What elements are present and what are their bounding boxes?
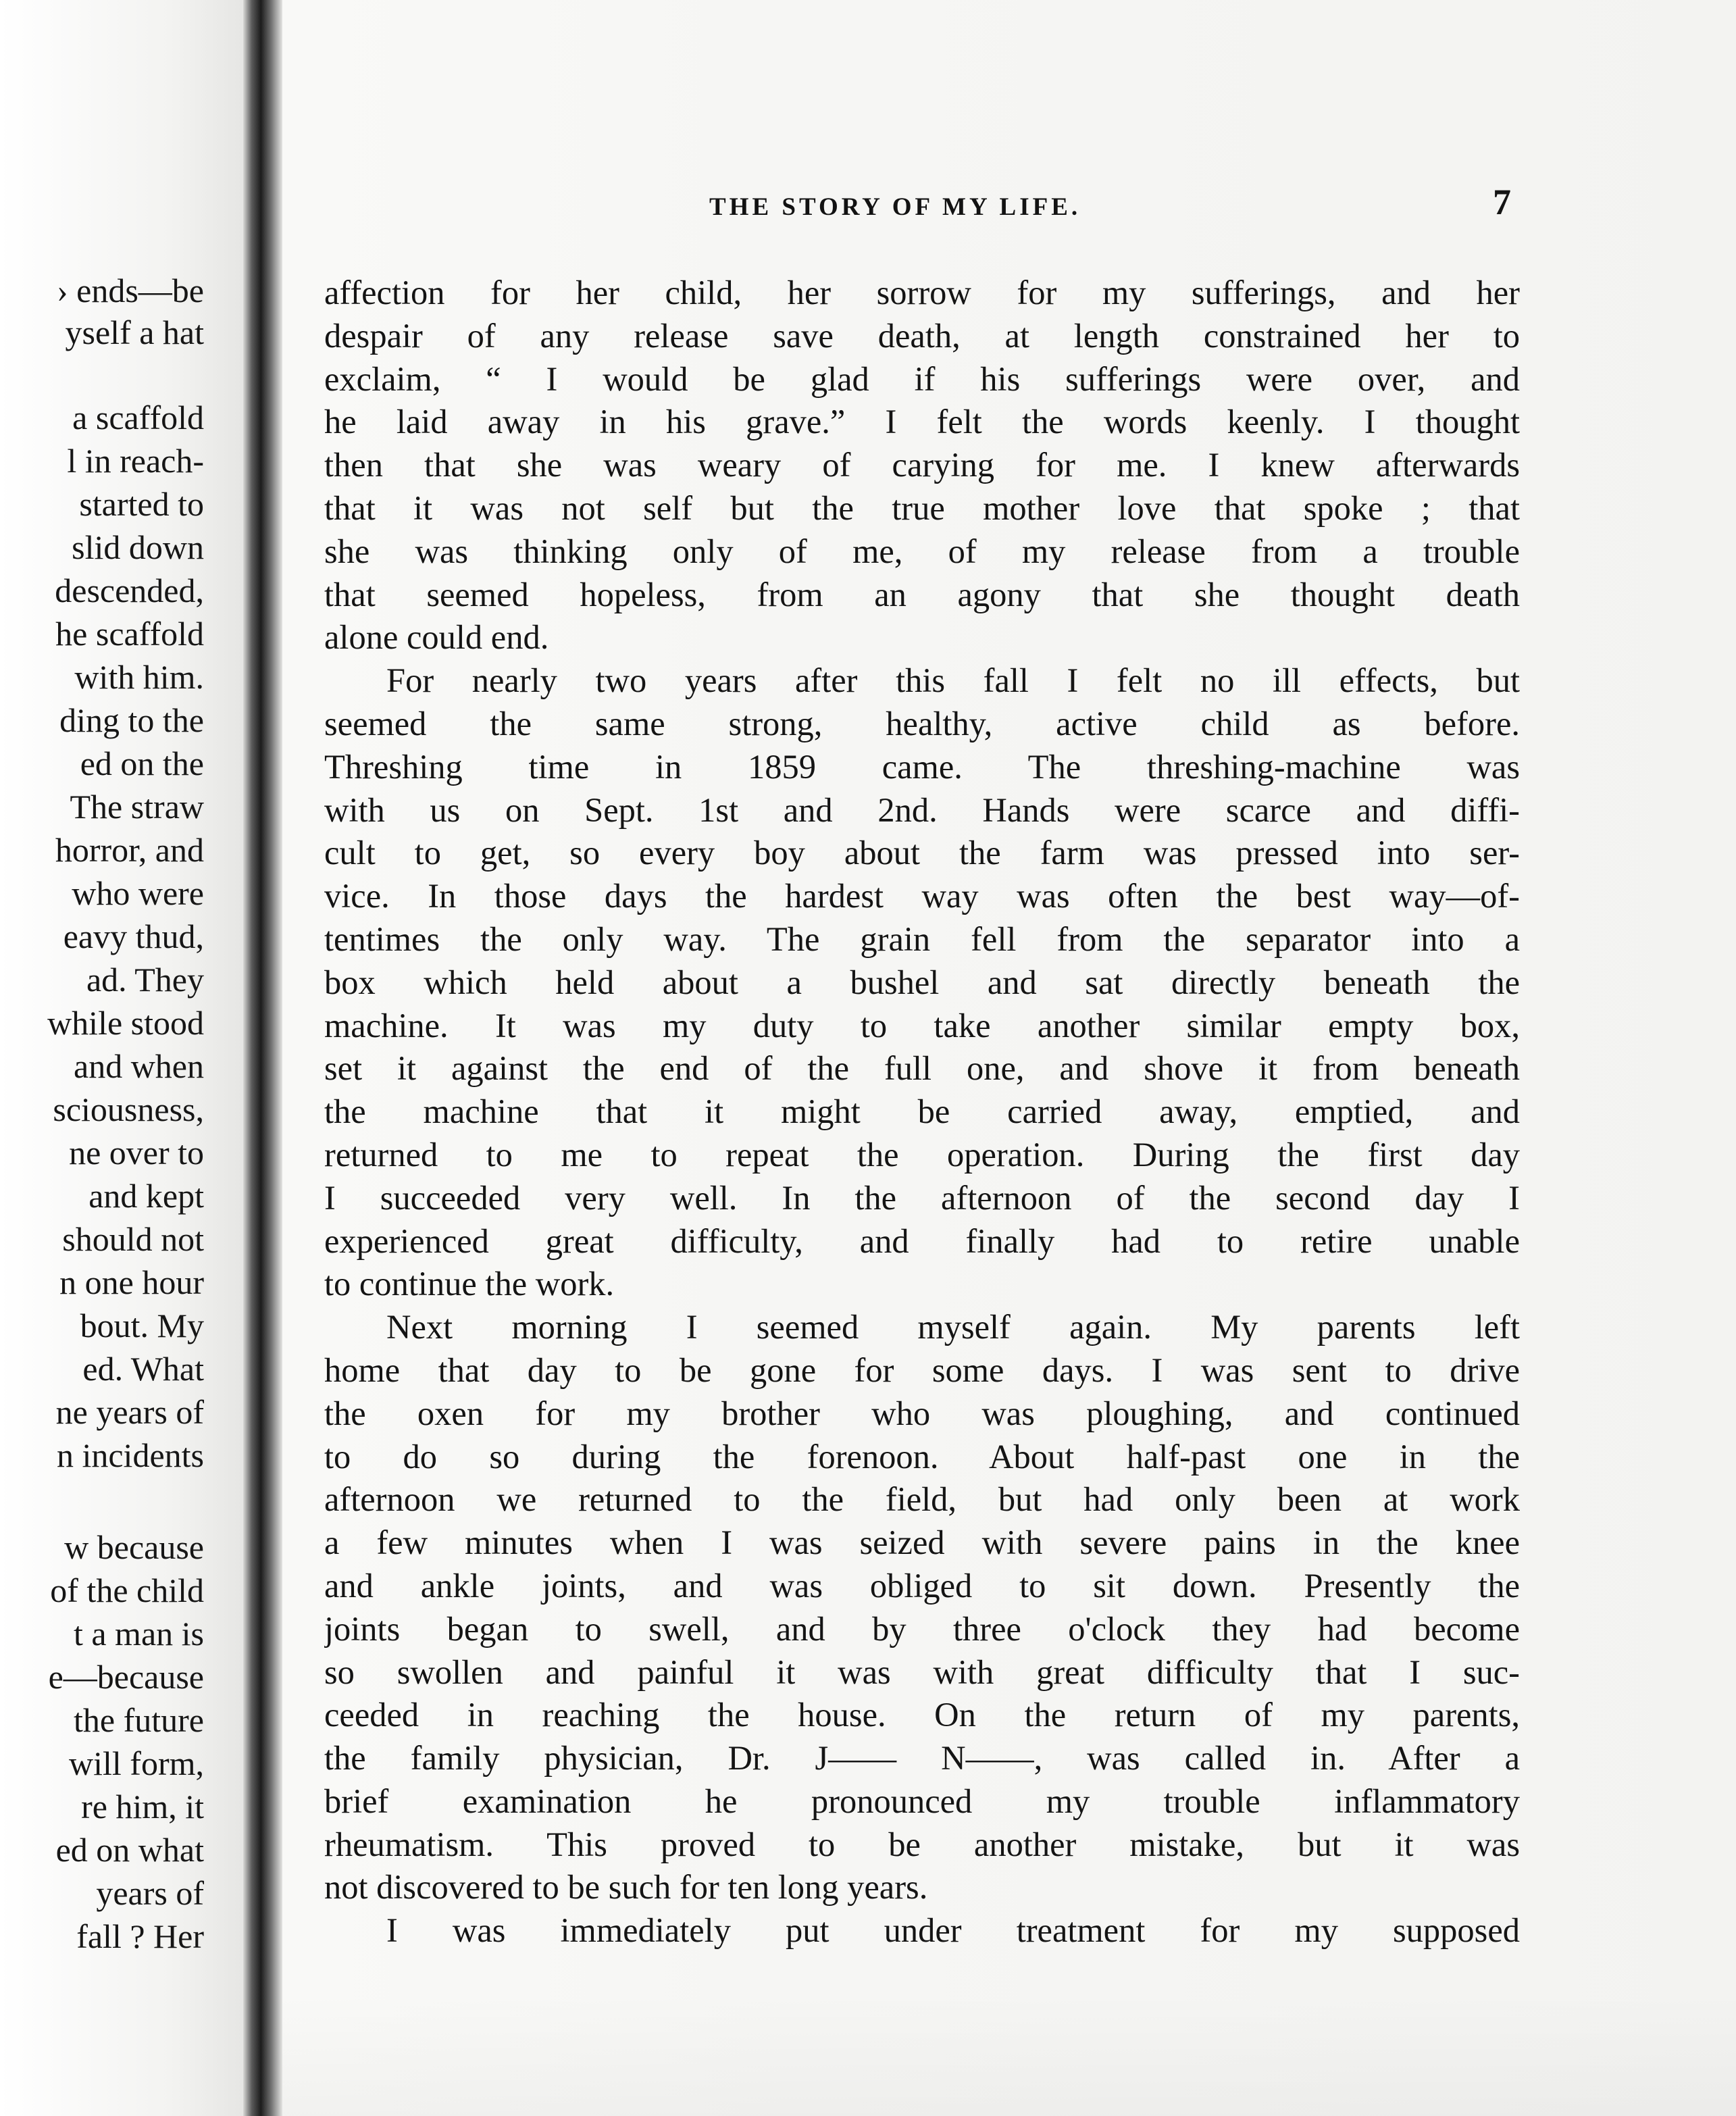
facing-page-line: years of <box>96 1874 204 1912</box>
facing-page-line: horror, and <box>55 831 204 869</box>
facing-page-line: will form, <box>69 1744 204 1782</box>
facing-page-line: n one hour <box>59 1263 204 1301</box>
facing-page-line: ding to the <box>59 701 204 739</box>
text-line: cult to get, so every boy about the farm was pressed into ser- <box>324 834 1520 872</box>
text-line: and ankle joints, and was obliged to sit down. Presently the <box>324 1566 1520 1605</box>
text-line: tentimes the only way. The grain fell from the separator into a <box>324 920 1520 958</box>
text-line: rheumatism. This proved to be another mistake, but it was <box>324 1825 1520 1863</box>
facing-page-line: t a man is <box>73 1615 204 1653</box>
facing-page-line: ed on the <box>80 745 204 782</box>
facing-page-line: the future <box>74 1701 204 1739</box>
facing-page-line: sciousness, <box>53 1090 204 1128</box>
facing-page-line: and when <box>74 1047 204 1085</box>
facing-page-line: e—because <box>48 1658 204 1696</box>
text-line: vice. In those days the hardest way was often the best way—of- <box>324 877 1520 915</box>
text-line: so swollen and painful it was with great difficulty that I suc- <box>324 1653 1520 1691</box>
text-line: experienced great difficulty, and finally had to retire unable <box>324 1221 1520 1260</box>
text-line: to do so during the forenoon. About half-past one in the <box>324 1437 1520 1476</box>
text-line: a few minutes when I was seized with severe pains in the knee <box>324 1523 1520 1562</box>
text-line: brief examination he pronounced my trouble inflammatory <box>324 1782 1520 1820</box>
text-line: with us on Sept. 1st and 2nd. Hands were scarce and diffi- <box>324 790 1520 829</box>
text-line: exclaim, “ I would be glad if his sufferings were over, and <box>324 359 1520 398</box>
facing-page-line: eavy thud, <box>63 917 204 955</box>
text-line: she was thinking only of me, of my release from a trouble <box>324 532 1520 570</box>
text-line: to continue the work. <box>324 1265 615 1303</box>
facing-page-line: with him. <box>74 658 204 696</box>
text-line: despair of any release save death, at length constrained her to <box>324 316 1520 355</box>
text-line: the oxen for my brother who was ploughing, and continued <box>324 1394 1520 1432</box>
facing-page-line: The straw <box>70 788 204 826</box>
text-line: box which held about a bushel and sat directly beneath the <box>324 963 1520 1001</box>
text-line: then that she was weary of carying for me. I knew afterwards <box>324 446 1520 484</box>
facing-page-line: who were <box>72 874 204 912</box>
facing-page-line: should not <box>62 1220 204 1258</box>
text-line: the machine that it might be carried away, emptied, and <box>324 1092 1520 1131</box>
book-gutter <box>243 0 282 2116</box>
text-line: returned to me to repeat the operation. During the first day <box>324 1135 1520 1174</box>
facing-page-line: yself a hat <box>65 313 204 351</box>
text-line: the family physician, Dr. J—— N——, was called in. After a <box>324 1739 1520 1778</box>
paragraph-start: For nearly two years after this fall I felt no ill effects, but <box>386 661 1520 700</box>
facing-page-line: n incidents <box>56 1436 204 1474</box>
text-line: machine. It was my duty to take another similar empty box, <box>324 1006 1520 1044</box>
facing-page-line: ad. They <box>86 961 204 999</box>
facing-page-line: › ends—be <box>57 272 204 309</box>
text-line: joints began to swell, and by three o'clock they had become <box>324 1609 1520 1648</box>
text-line: home that day to be gone for some days. I was sent to drive <box>324 1351 1520 1389</box>
facing-page-line: started to <box>79 485 204 523</box>
facing-page-line: he scaffold <box>55 615 204 653</box>
facing-page-line: ne years of <box>55 1393 204 1431</box>
paragraph-start: I was immediately put under treatment for my supposed <box>386 1911 1520 1950</box>
facing-page-line: l in reach- <box>67 442 204 480</box>
paragraph-start: Next morning I seemed myself again. My parents left <box>386 1308 1520 1346</box>
facing-page-line: a scaffold <box>72 399 204 436</box>
text-line: affection for her child, her sorrow for my sufferings, and her <box>324 274 1520 311</box>
running-header: THE STORY OF MY LIFE. <box>709 193 1081 221</box>
text-line: that seemed hopeless, from an agony that she thought death <box>324 575 1520 613</box>
text-line: he laid away in his grave.” I felt the words keenly. I thought <box>324 403 1520 441</box>
text-line: set it against the end of the full one, and shove it from beneath <box>324 1049 1520 1088</box>
facing-page-line: of the child <box>50 1571 204 1609</box>
text-line: not discovered to be such for ten long years. <box>324 1868 928 1907</box>
text-line: seemed the same strong, healthy, active child as before. <box>324 704 1520 742</box>
facing-page-line: ne over to <box>69 1134 204 1172</box>
text-line: that it was not self but the true mother love that spoke ; that <box>324 488 1520 527</box>
text-line: I succeeded very well. In the afternoon of the second day I <box>324 1178 1520 1217</box>
facing-page-line: while stood <box>47 1004 204 1042</box>
page-bottom-shading <box>282 1993 1736 2116</box>
facing-page-line: bout. My <box>80 1307 204 1344</box>
text-line: afternoon we returned to the field, but had only been at work <box>324 1480 1520 1519</box>
facing-page-line: and kept <box>88 1177 204 1215</box>
body-text <box>324 272 1520 1953</box>
facing-page-line: fall ? Her <box>76 1917 204 1955</box>
facing-page-line: ed. What <box>82 1350 204 1388</box>
text-line: alone could end. <box>324 618 549 657</box>
facing-page-line: ed on what <box>55 1831 204 1869</box>
facing-page-line: slid down <box>72 528 204 566</box>
text-line: Threshing time in 1859 came. The threshing-machine was <box>324 747 1520 786</box>
text-line: ceeded in reaching the house. On the return of my parents, <box>324 1696 1520 1734</box>
facing-page-line: re him, it <box>81 1788 204 1825</box>
facing-page-line: w because <box>64 1528 204 1566</box>
facing-page-edge <box>0 0 243 2116</box>
facing-page-line: descended, <box>55 572 204 609</box>
page-number: 7 <box>1493 182 1511 222</box>
